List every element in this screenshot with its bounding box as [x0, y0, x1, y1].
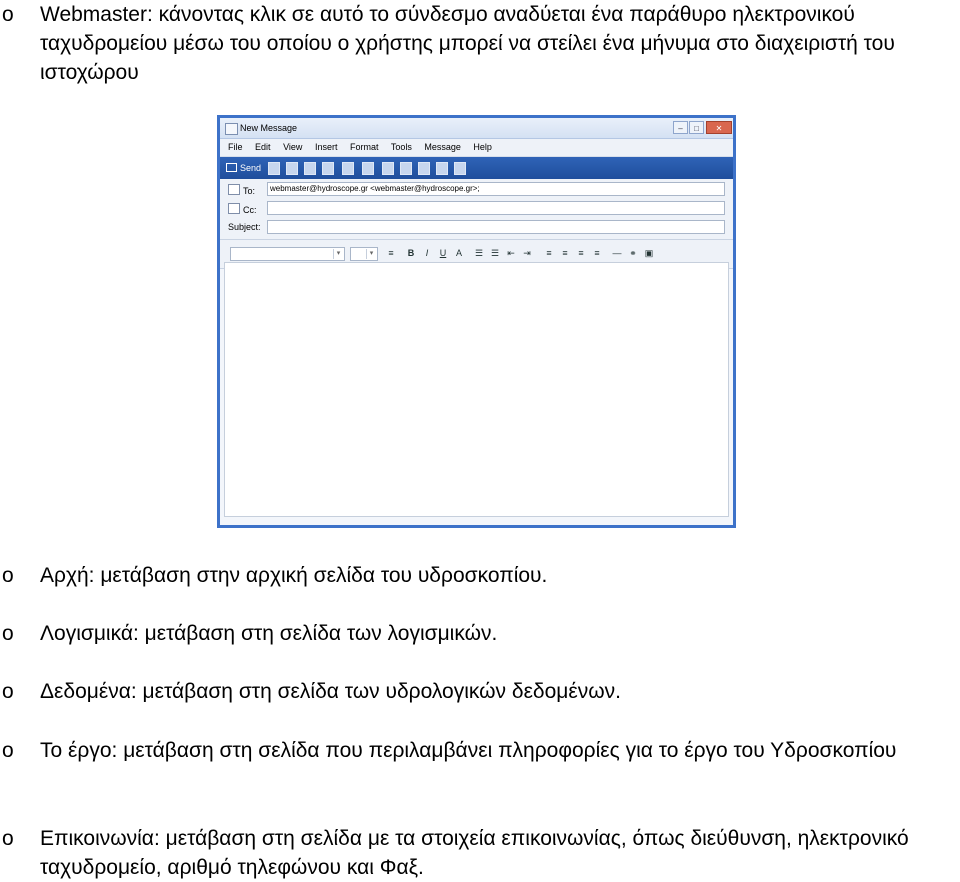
bullet-marker: o [2, 622, 14, 645]
copy-icon[interactable] [286, 162, 298, 175]
bullet-data [0, 677, 958, 706]
close-icon[interactable]: ✕ [706, 121, 732, 134]
bullet-text: Αρχή: μετάβαση στην αρχική σελίδα του υδροσκοπίου. [40, 564, 548, 587]
priority-icon[interactable] [400, 162, 412, 175]
horizontal-line-icon[interactable]: — [612, 248, 622, 258]
subject-field[interactable] [267, 220, 725, 234]
subject-label: Subject: [228, 222, 261, 232]
intro-bullet [0, 0, 958, 87]
check-names-icon[interactable] [342, 162, 354, 175]
font-select[interactable] [230, 247, 345, 261]
bullet-project [0, 736, 958, 765]
encrypt-icon[interactable] [454, 162, 466, 175]
menu-view[interactable]: View [283, 142, 303, 152]
cc-field[interactable] [267, 201, 725, 215]
bullet-marker: o [2, 564, 14, 587]
align-left-icon[interactable]: ≡ [546, 248, 552, 258]
message-header [220, 179, 733, 240]
message-body[interactable] [224, 262, 729, 517]
bullet-marker: o [2, 680, 14, 703]
sign-icon[interactable] [436, 162, 448, 175]
menu-message[interactable]: Message [424, 142, 461, 152]
italic-button[interactable]: I [425, 248, 429, 258]
menu-insert[interactable]: Insert [314, 142, 338, 152]
intro-text: Webmaster: κάνοντας κλικ σε αυτό το σύνδεσμο αναδύεται ένα παράθυρο ηλεκτρονικού ταχυδρομείου μέσω του οποίου ο χρήστης μπορεί να στείλει ένα μήνυμα στο διαχειριστή του ιστοχώρου [40, 3, 895, 84]
send-button[interactable] [226, 161, 261, 175]
cc-label-text: Cc: [243, 205, 257, 215]
align-center-icon[interactable]: ≡ [562, 248, 568, 258]
cut-icon[interactable] [268, 162, 280, 175]
send-label: Send [240, 163, 262, 173]
bullet-software [0, 619, 958, 648]
justify-icon[interactable]: ≡ [594, 248, 600, 258]
paste-icon[interactable] [304, 162, 316, 175]
minimize-icon[interactable]: – [673, 121, 688, 134]
envelope-icon [226, 163, 237, 172]
undo-icon[interactable] [322, 162, 334, 175]
bold-button[interactable]: B [407, 248, 415, 258]
bullet-text: Το έργο: μετάβαση στη σελίδα που περιλαμβάνει πληροφορίες για το έργο του Υδροσκοπίου [40, 739, 897, 762]
bullet-text: Δεδομένα: μετάβαση στη σελίδα των υδρολογικών δεδομένων. [40, 680, 621, 703]
hyperlink-icon[interactable]: ⚭ [629, 248, 637, 258]
chevron-down-icon: ▾ [366, 249, 376, 259]
chevron-down-icon: ▾ [333, 249, 343, 259]
bullet-marker: o [2, 3, 14, 26]
window-title: New Message [240, 123, 298, 133]
address-book-icon[interactable] [228, 184, 240, 195]
to-field[interactable]: webmaster@hydroscope.gr <webmaster@hydroscope.gr>; [267, 182, 725, 196]
numbered-list-icon[interactable]: ☰ [474, 248, 484, 258]
align-right-icon[interactable]: ≡ [578, 248, 584, 258]
increase-indent-icon[interactable]: ⇥ [523, 248, 531, 258]
new-message-window-screenshot [217, 115, 736, 528]
maximize-icon[interactable]: □ [689, 121, 704, 134]
font-size-select[interactable] [350, 247, 378, 261]
flag-icon[interactable] [418, 162, 430, 175]
window-titlebar [220, 118, 733, 139]
font-color-button[interactable]: A [455, 248, 462, 258]
to-label-text: To: [243, 186, 256, 196]
attach-icon[interactable] [382, 162, 394, 175]
cc-label [228, 203, 257, 215]
bullet-contact [0, 824, 958, 882]
menu-bar [220, 139, 733, 157]
decrease-indent-icon[interactable]: ⇤ [507, 248, 515, 258]
bullet-home [0, 561, 958, 590]
menu-help[interactable]: Help [473, 142, 492, 152]
paragraph-style-icon[interactable]: ≡ [388, 248, 394, 258]
bullet-text: Λογισμικά: μετάβαση στη σελίδα των λογισμικών. [40, 622, 498, 645]
address-book-icon[interactable] [228, 203, 240, 214]
to-label [228, 184, 255, 196]
bullet-marker: o [2, 739, 14, 762]
menu-tools[interactable]: Tools [390, 142, 412, 152]
toolbar [220, 157, 733, 179]
insert-picture-icon[interactable]: ▣ [644, 248, 654, 258]
menu-file[interactable]: File [228, 142, 243, 152]
underline-button[interactable]: U [439, 248, 447, 258]
message-icon [225, 123, 238, 135]
bullet-text: Επικοινωνία: μετάβαση στη σελίδα με τα στοιχεία επικοινωνίας, όπως διεύθυνση, ηλεκτρονικό ταχυδρομείο, αριθμό τηλεφώνου και Φαξ. [40, 827, 909, 879]
bullet-list-icon[interactable]: ☰ [490, 248, 500, 258]
bullet-marker: o [2, 827, 14, 850]
spelling-icon[interactable] [362, 162, 374, 175]
menu-edit[interactable]: Edit [255, 142, 271, 152]
menu-format[interactable]: Format [349, 142, 379, 152]
